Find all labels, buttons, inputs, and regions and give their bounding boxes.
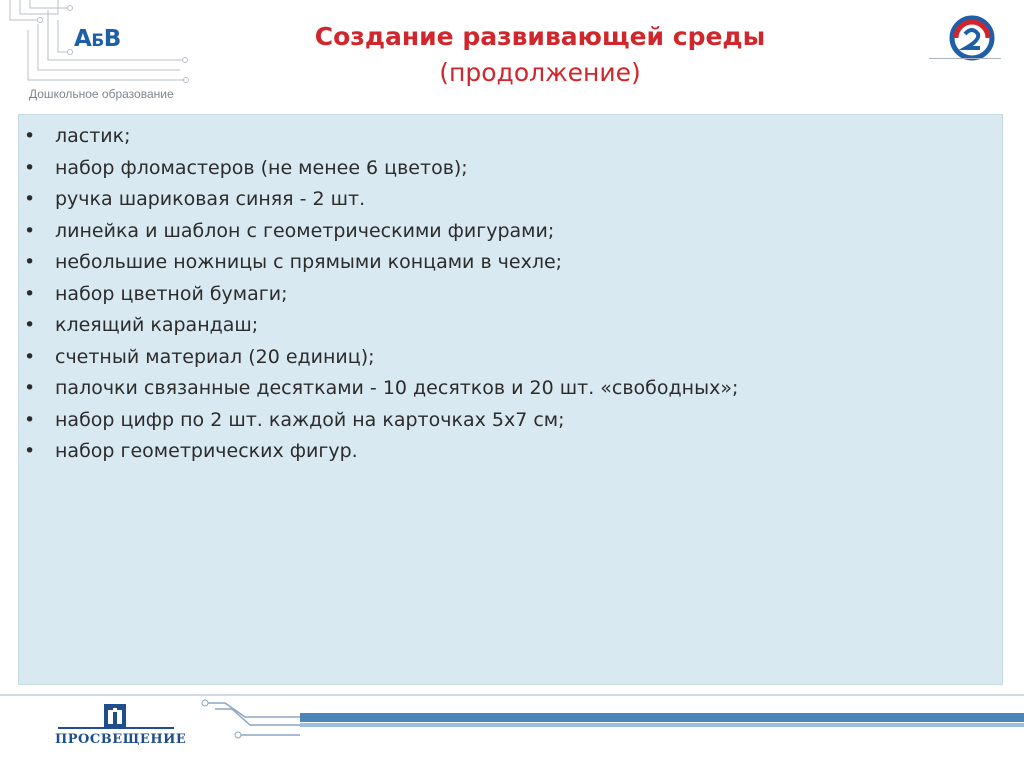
bullet-item: • набор цветной бумаги;: [19, 279, 1002, 311]
bullet-item: • ластик;: [19, 121, 1002, 153]
bullet-item: • набор фломастеров (не менее 6 цветов);: [19, 153, 1002, 185]
bullet-list: [19, 115, 1002, 468]
bullet-item: • ручка шариковая синяя - 2 шт.: [19, 184, 1002, 216]
page-title: [220, 20, 860, 92]
header-divider: [929, 58, 1001, 59]
bullet-item: • линейка и шаблон с геометрическими фигурами;: [19, 216, 1002, 248]
footer-decoration: [0, 691, 1024, 767]
bullet-item: • небольшие ножницы с прямыми концами в чехле;: [19, 247, 1002, 279]
abv-logo-letter-a: А: [74, 26, 92, 52]
title-line2: (продолжение): [439, 58, 641, 87]
emblem-icon: [948, 14, 996, 62]
prosveshchenie-logo-icon: [102, 702, 128, 730]
logo-subtitle: Дошкольное образование: [29, 87, 174, 101]
title-line1: Создание развивающей среды: [314, 22, 766, 51]
publisher-underline: [58, 727, 174, 729]
bullet-item: • набор геометрических фигур.: [19, 436, 1002, 468]
bullet-item: • клеящий карандаш;: [19, 310, 1002, 342]
publisher-name: ПРОСВЕЩЕНИЕ: [55, 732, 187, 747]
bullet-item: • палочки связанные десятками - 10 десятков и 20 шт. «свободных»;: [19, 373, 1002, 405]
bullet-item: • набор цифр по 2 шт. каждой на карточках 5х7 см;: [19, 405, 1002, 437]
abv-logo-letter-v: В: [103, 26, 121, 52]
abv-logo-letter-b: Б: [91, 31, 104, 51]
bullet-item: • счетный материал (20 единиц);: [19, 342, 1002, 374]
abv-logo: [74, 26, 121, 52]
content-panel: [18, 114, 1003, 685]
